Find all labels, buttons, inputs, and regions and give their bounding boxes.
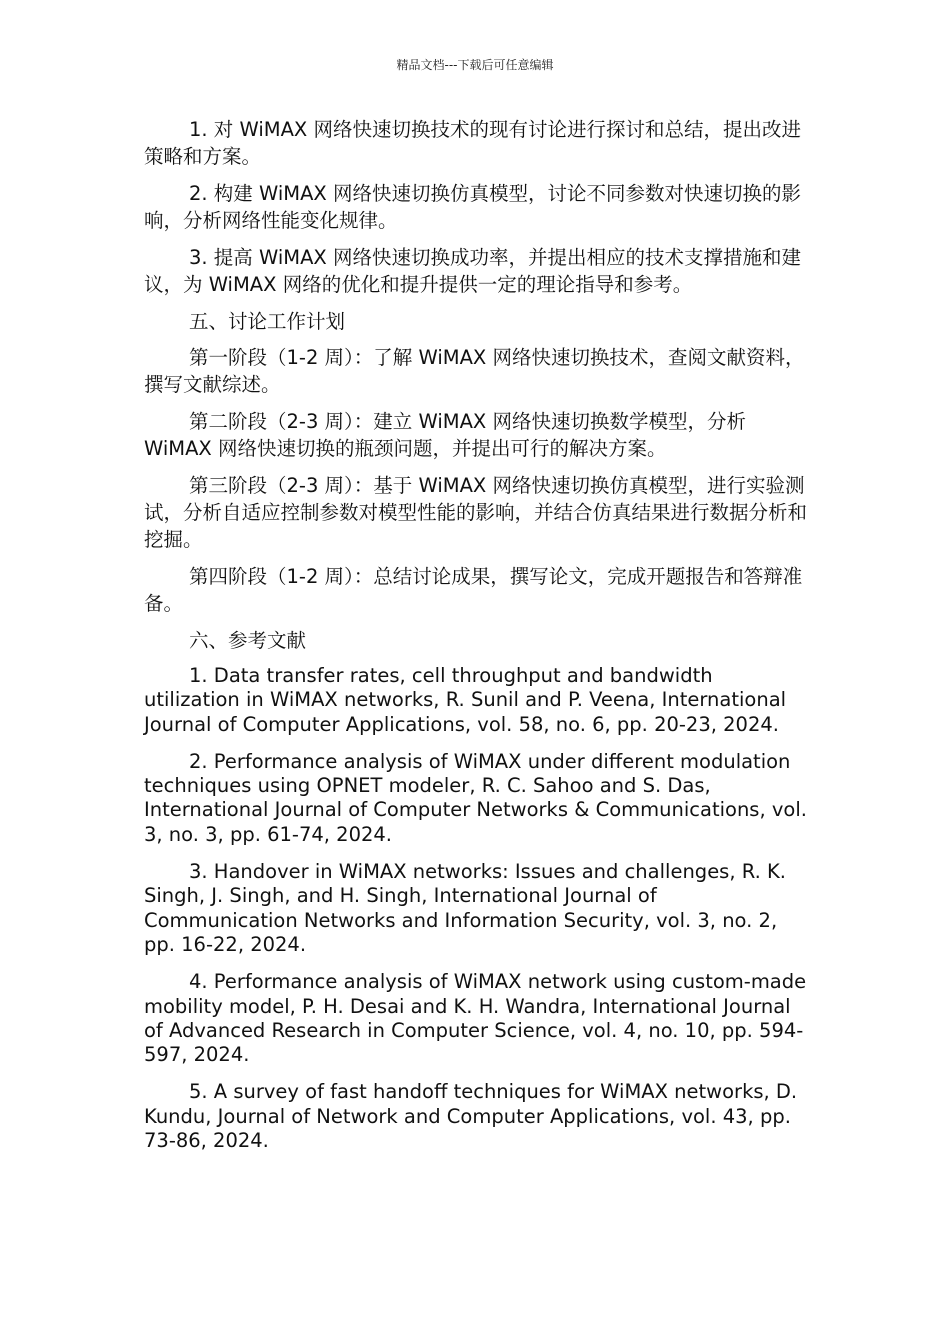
reference-item-4: 4. Performance analysis of WiMAX network using custom-made mobility model, P. H. Desai and K. H. Wandra, International Journal of Advanced Research in Computer Science, vol. 4, no. 10, pp. 594-597, 2024. xyxy=(144,970,807,1067)
reference-item-1: 1. Data transfer rates, cell throughput and bandwidth utilization in WiMAX networks, R. Sunil and P. Veena, International Journal of Computer Applications, vol. 58, no. 6, pp. 20-23, 2024. xyxy=(144,664,787,736)
page-header: 精品文档---下载后可任意编辑 xyxy=(396,58,554,72)
plan-stage-3: 第三阶段（2-3 周）：基于 WiMAX 网络快速切换仿真模型，进行实验测试，分析自适应控制参数对模型性能的影响，并结合仿真结果进行数据分析和挖掘。 xyxy=(144,474,808,551)
objective-item-3: 3. 提高 WiMAX 网络快速切换成功率，并提出相应的技术支撑措施和建议，为 WiMAX 网络的优化和提升提供一定的理论指导和参考。 xyxy=(144,246,801,296)
section-heading-references: 六、参考文献 xyxy=(189,629,307,652)
section-heading-plan: 五、讨论工作计划 xyxy=(189,310,346,333)
document-body xyxy=(144,116,808,1166)
plan-stage-2: 第二阶段（2-3 周）：建立 WiMAX 网络快速切换数学模型，分析 WiMAX 网络快速切换的瓶颈问题，并提出可行的解决方案。 xyxy=(144,410,746,460)
plan-stage-4: 第四阶段（1-2 周）：总结讨论成果，撰写论文，完成开题报告和答辩准备。 xyxy=(144,565,803,615)
reference-item-3: 3. Handover in WiMAX networks: Issues and challenges, R. K. Singh, J. Singh, and H. Singh, International Journal of Communication Networks and Information Security, vol. 3, no. 2, pp. 16-22, 2024. xyxy=(144,860,786,956)
objective-item-2: 2. 构建 WiMAX 网络快速切换仿真模型，讨论不同参数对快速切换的影响，分析网络性能变化规律。 xyxy=(144,182,801,232)
objective-item-1: 1. 对 WiMAX 网络快速切换技术的现有讨论进行探讨和总结，提出改进策略和方案。 xyxy=(144,118,801,168)
reference-item-5: 5. A survey of fast handoff techniques for WiMAX networks, D. Kundu, Journal of Network and Computer Applications, vol. 43, pp. 73-86, 2024. xyxy=(144,1080,798,1153)
reference-list xyxy=(144,664,808,1153)
plan-stage-1: 第一阶段（1-2 周）：了解 WiMAX 网络快速切换技术，查阅文献资料，撰写文献综述。 xyxy=(144,346,805,396)
reference-item-2: 2. Performance analysis of WiMAX under different modulation techniques using OPNET modeler, R. C. Sahoo and S. Das, International Journal of Computer Networks & Communications, vol. 3, no. 3, pp. 61-74, 2024. xyxy=(144,749,807,846)
